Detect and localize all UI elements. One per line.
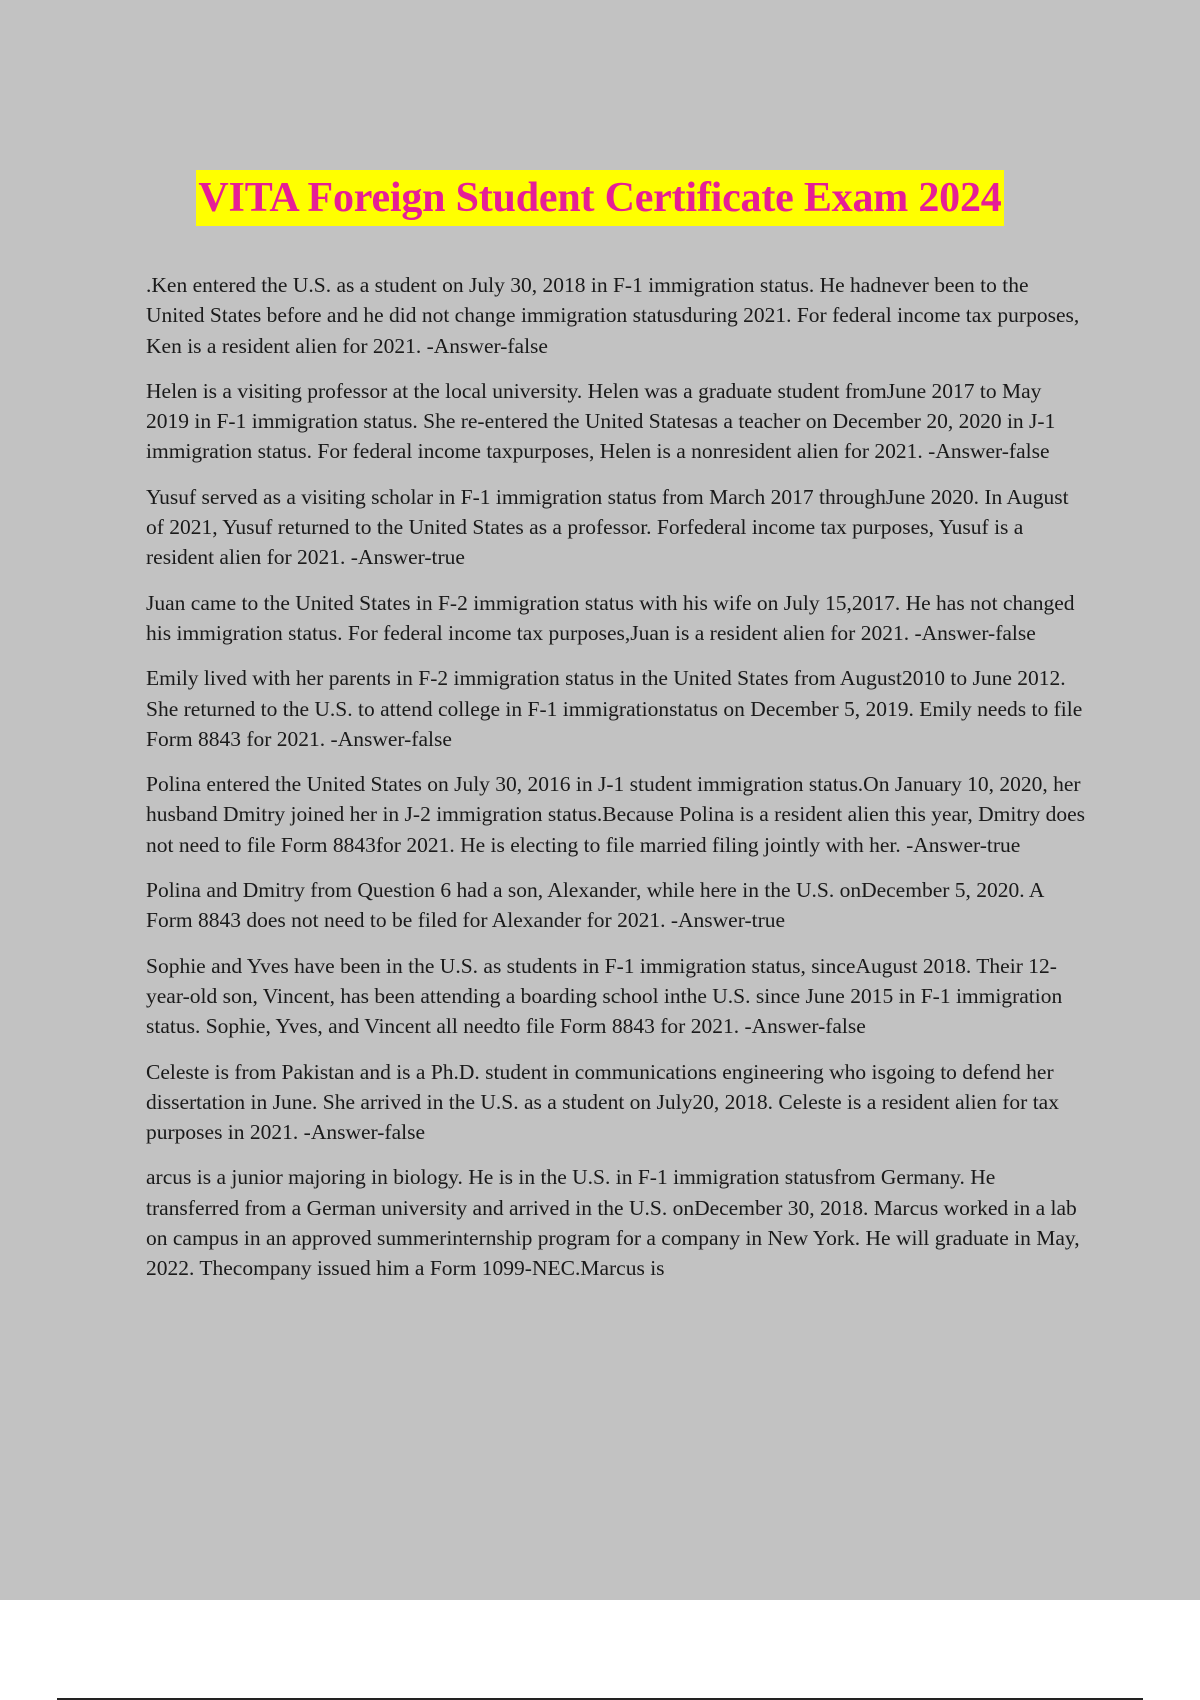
- question-answer-item: .Ken entered the U.S. as a student on July 30, 2018 in F-1 immigration status. He hadnever been to the United States before and he did not change immigration statusduring 2021. For federal income tax purposes, Ken is a resident alien for 2021. -Answer-false: [146, 273, 1080, 358]
- question-answer-item: Emily lived with her parents in F-2 immigration status in the United States from August2010 to June 2012. She returned to the U.S. to attend college in F-1 immigrationstatus on December 5, 2019. Emily needs to file Form 8843 for 2021. -Answer-false: [146, 666, 1083, 751]
- question-answer-item: Sophie and Yves have been in the U.S. as students in F-1 immigration status, sinceAugust 2018. Their 12-year-old son, Vincent, has been attending a boarding school inthe U.S. since June 2015 in F-1 immigration status. Sophie, Yves, and Vincent all needto file Form 8843 for 2021. -Answer-false: [146, 953, 1063, 1039]
- question-list: [146, 270, 1086, 1299]
- question-answer-item: Juan came to the United States in F-2 immigration status with his wife on July 15,2017. He has not changed his immigration status. For federal income tax purposes,Juan is a resident alien for 2021. -Answer-false: [146, 590, 1075, 645]
- document-title: VITA Foreign Student Certificate Exam 2024: [196, 170, 1003, 226]
- question-answer-item: Polina and Dmitry from Question 6 had a son, Alexander, while here in the U.S. onDecember 5, 2020. A Form 8843 does not need to be filed for Alexander for 2021. -Answer-true: [146, 878, 1044, 933]
- question-answer-item: Yusuf served as a visiting scholar in F-1 immigration status from March 2017 throughJune 2020. In August of 2021, Yusuf returned to the United States as a professor. Forfederal income tax purposes, Yusuf is a resident alien for 2021. -Answer-true: [146, 484, 1069, 570]
- question-answer-item: arcus is a junior majoring in biology. He is in the U.S. in F-1 immigration statusfrom Germany. He transferred from a German university and arrived in the U.S. onDecember 30, 2018. Marcus worked in a lab on campus in an approved summerinternship program for a company in New York. He will graduate in May, 2022. Thecompany issued him a Form 1099-NEC.Marcus is: [146, 1165, 1080, 1281]
- title-container: [0, 170, 1200, 226]
- question-answer-item: Polina entered the United States on July 30, 2016 in J-1 student immigration status.On January 10, 2020, her husband Dmitry joined her in J-2 immigration status.Because Polina is a resident alien this year, Dmitry does not need to file Form 8843for 2021. He is electing to file married filing jointly with her. -Answer-true: [146, 772, 1085, 857]
- question-answer-item: Celeste is from Pakistan and is a Ph.D. student in communications engineering who isgoing to defend her dissertation in June. She arrived in the U.S. as a student on July20, 2018. Celeste is a resident alien for tax purposes in 2021. -Answer-false: [146, 1059, 1059, 1145]
- question-answer-item: Helen is a visiting professor at the local university. Helen was a graduate student fromJune 2017 to May 2019 in F-1 immigration status. She re-entered the United Statesas a teacher on December 20, 2020 in J-1 immigration status. For federal income taxpurposes, Helen is a nonresident alien for 2021. -Answer-false: [146, 378, 1056, 464]
